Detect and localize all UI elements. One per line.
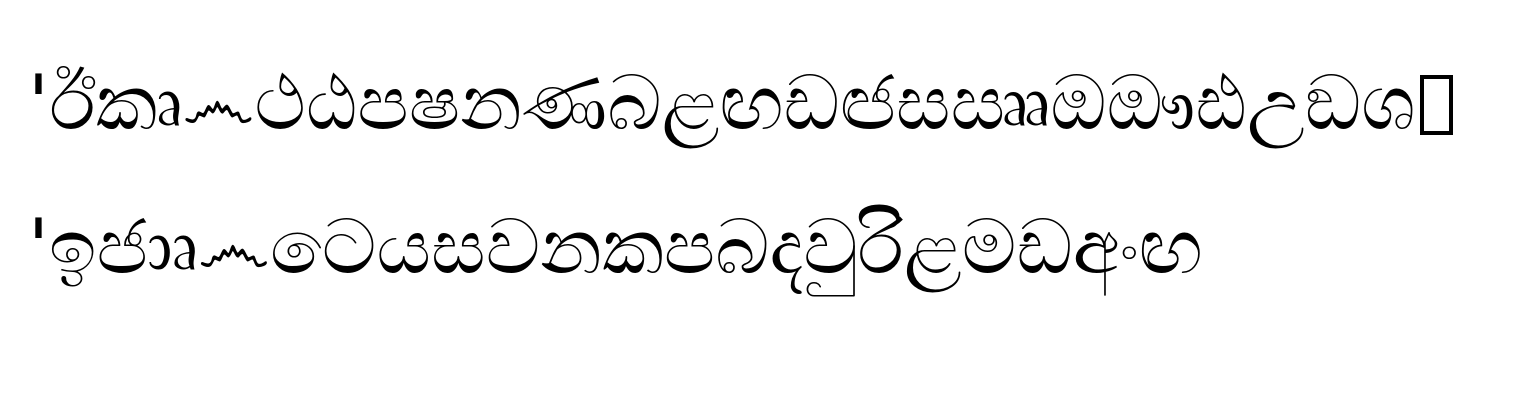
missing-glyph-icon (1420, 75, 1453, 135)
specimen-line-2-text: 'ඉජාෘ෴ටෙයසවනකපබදවුරිළමඩඅංඟ (28, 202, 1203, 291)
specimen-line-1 (28, 48, 1453, 158)
specimen-line-1-text: 'ඊකෘ෴ථඨපෂනණබළඟඩඦසඎඔඖඪඋඞශ (28, 58, 1416, 147)
specimen-line-2 (28, 192, 1203, 302)
